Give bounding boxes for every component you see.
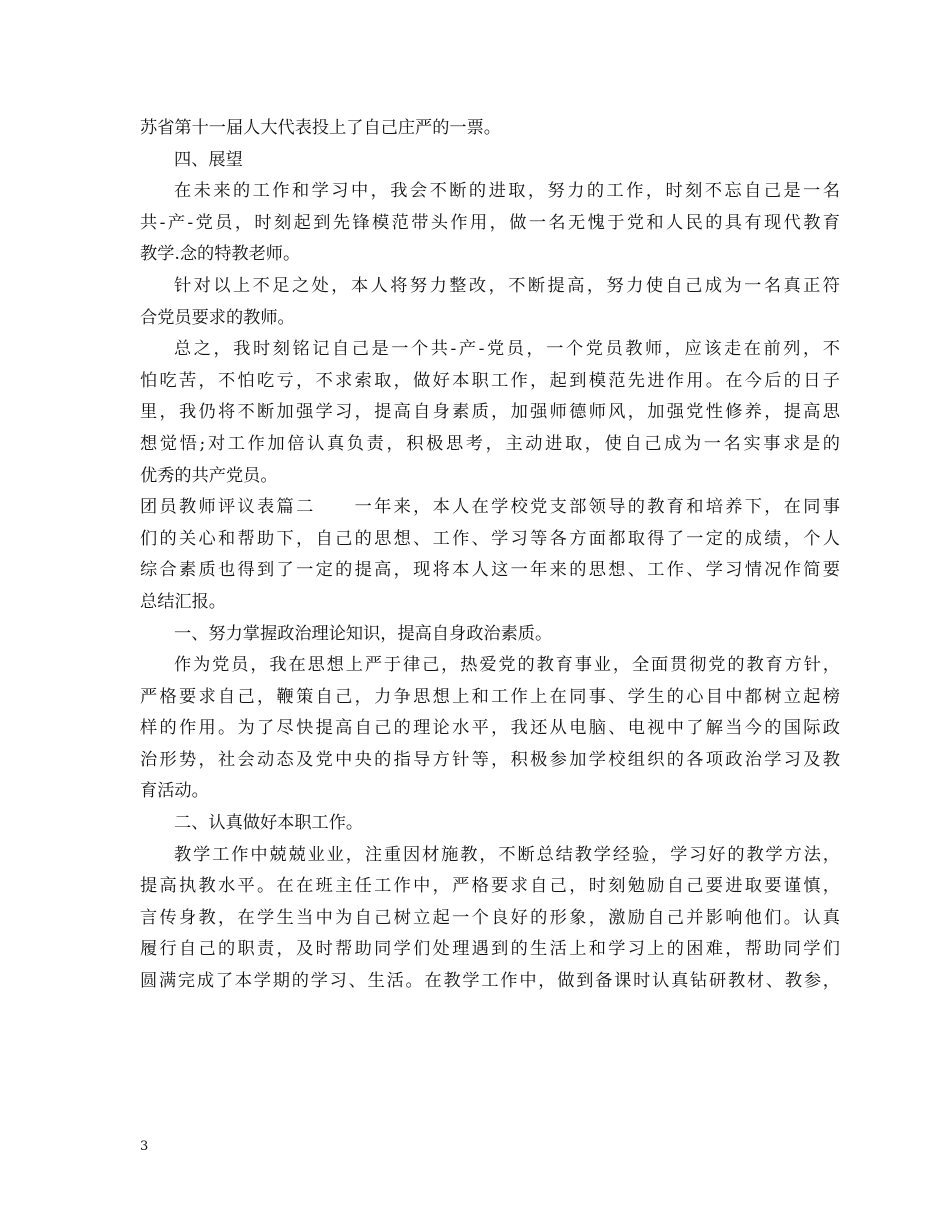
- document-body: [140, 113, 840, 998]
- text-line: 共-产-党员，时刻起到先锋模范带头作用，做一名无愧于党和人民的具有现代教育: [140, 212, 840, 233]
- text-line: 治形势，社会动态及党中央的指导方针等，积极参加学校组织的各项政治学习及教: [140, 749, 840, 770]
- text-line: 严格要求自己，鞭策自己，力争思想上和工作上在同事、学生的心目中都树立起榜: [140, 686, 840, 707]
- text-line: 教学.念的特教老师。: [140, 244, 301, 265]
- text-line: 育活动。: [140, 781, 209, 802]
- text-line: 苏省第十一届人大代表投上了自己庄严的一票。: [140, 118, 501, 138]
- text-line: 履行自己的职责，及时帮助同学们处理遇到的生活上和学习上的困难，帮助同学们: [140, 939, 840, 960]
- text-line: 二、认真做好本职工作。: [174, 813, 364, 834]
- text-line: 一、努力掌握政治理论知识，提高自身政治素质。: [174, 623, 553, 644]
- text-line: 里，我仍将不断加强学习，提高自身素质，加强师德师风，加强党性修养，提高思: [140, 402, 840, 423]
- text-line: 怕吃苦，不怕吃亏，不求索取，做好本职工作，起到模范先进作用。在今后的日子: [140, 370, 840, 391]
- page-number: 3: [140, 1139, 149, 1154]
- text-line: 提高执教水平。在在班主任工作中，严格要求自己，时刻勉励自己要进取要谨慎，: [140, 876, 840, 897]
- text-line: 作为党员，我在思想上严于律己，热爱党的教育事业，全面贯彻党的教育方针，: [174, 655, 840, 676]
- text-line: 圆满完成了本学期的学习、生活。在教学工作中，做到备课时认真钻研教材、教参，: [140, 971, 840, 992]
- text-line: 合党员要求的教师。: [140, 307, 295, 328]
- text-line: 针对以上不足之处，本人将努力整改，不断提高，努力使自己成为一名真正符: [174, 275, 840, 296]
- text-line: 团员教师评议表篇二 一年来，本人在学校党支部领导的教育和培养下，在同事: [140, 497, 840, 518]
- text-line: 总结汇报。: [140, 591, 226, 612]
- text-line: 综合素质也得到了一定的提高，现将本人这一年来的思想、工作、学习情况作简要: [140, 560, 840, 581]
- text-line: 总之，我时刻铭记自己是一个共-产-党员，一个党员教师，应该走在前列，不: [174, 339, 840, 360]
- text-line: 们的关心和帮助下，自己的思想、工作、学习等各方面都取得了一定的成绩，个人: [140, 528, 840, 549]
- text-line: 教学工作中兢兢业业，注重因材施教，不断总结教学经验，学习好的教学方法，: [174, 844, 840, 865]
- text-line: 在未来的工作和学习中，我会不断的进取，努力的工作，时刻不忘自己是一名: [174, 181, 840, 202]
- text-line: 样的作用。为了尽快提高自己的理论水平，我还从电脑、电视中了解当今的国际政: [140, 718, 840, 739]
- text-line: 想觉悟;对工作加倍认真负责，积极思考，主动进取，使自己成为一名实事求是的: [140, 433, 840, 454]
- text-line: 优秀的共产党员。: [140, 465, 278, 486]
- text-line: 四、展望: [174, 149, 243, 170]
- text-line: 言传身教，在学生当中为自己树立起一个良好的形象，激励自己并影响他们。认真: [140, 907, 840, 928]
